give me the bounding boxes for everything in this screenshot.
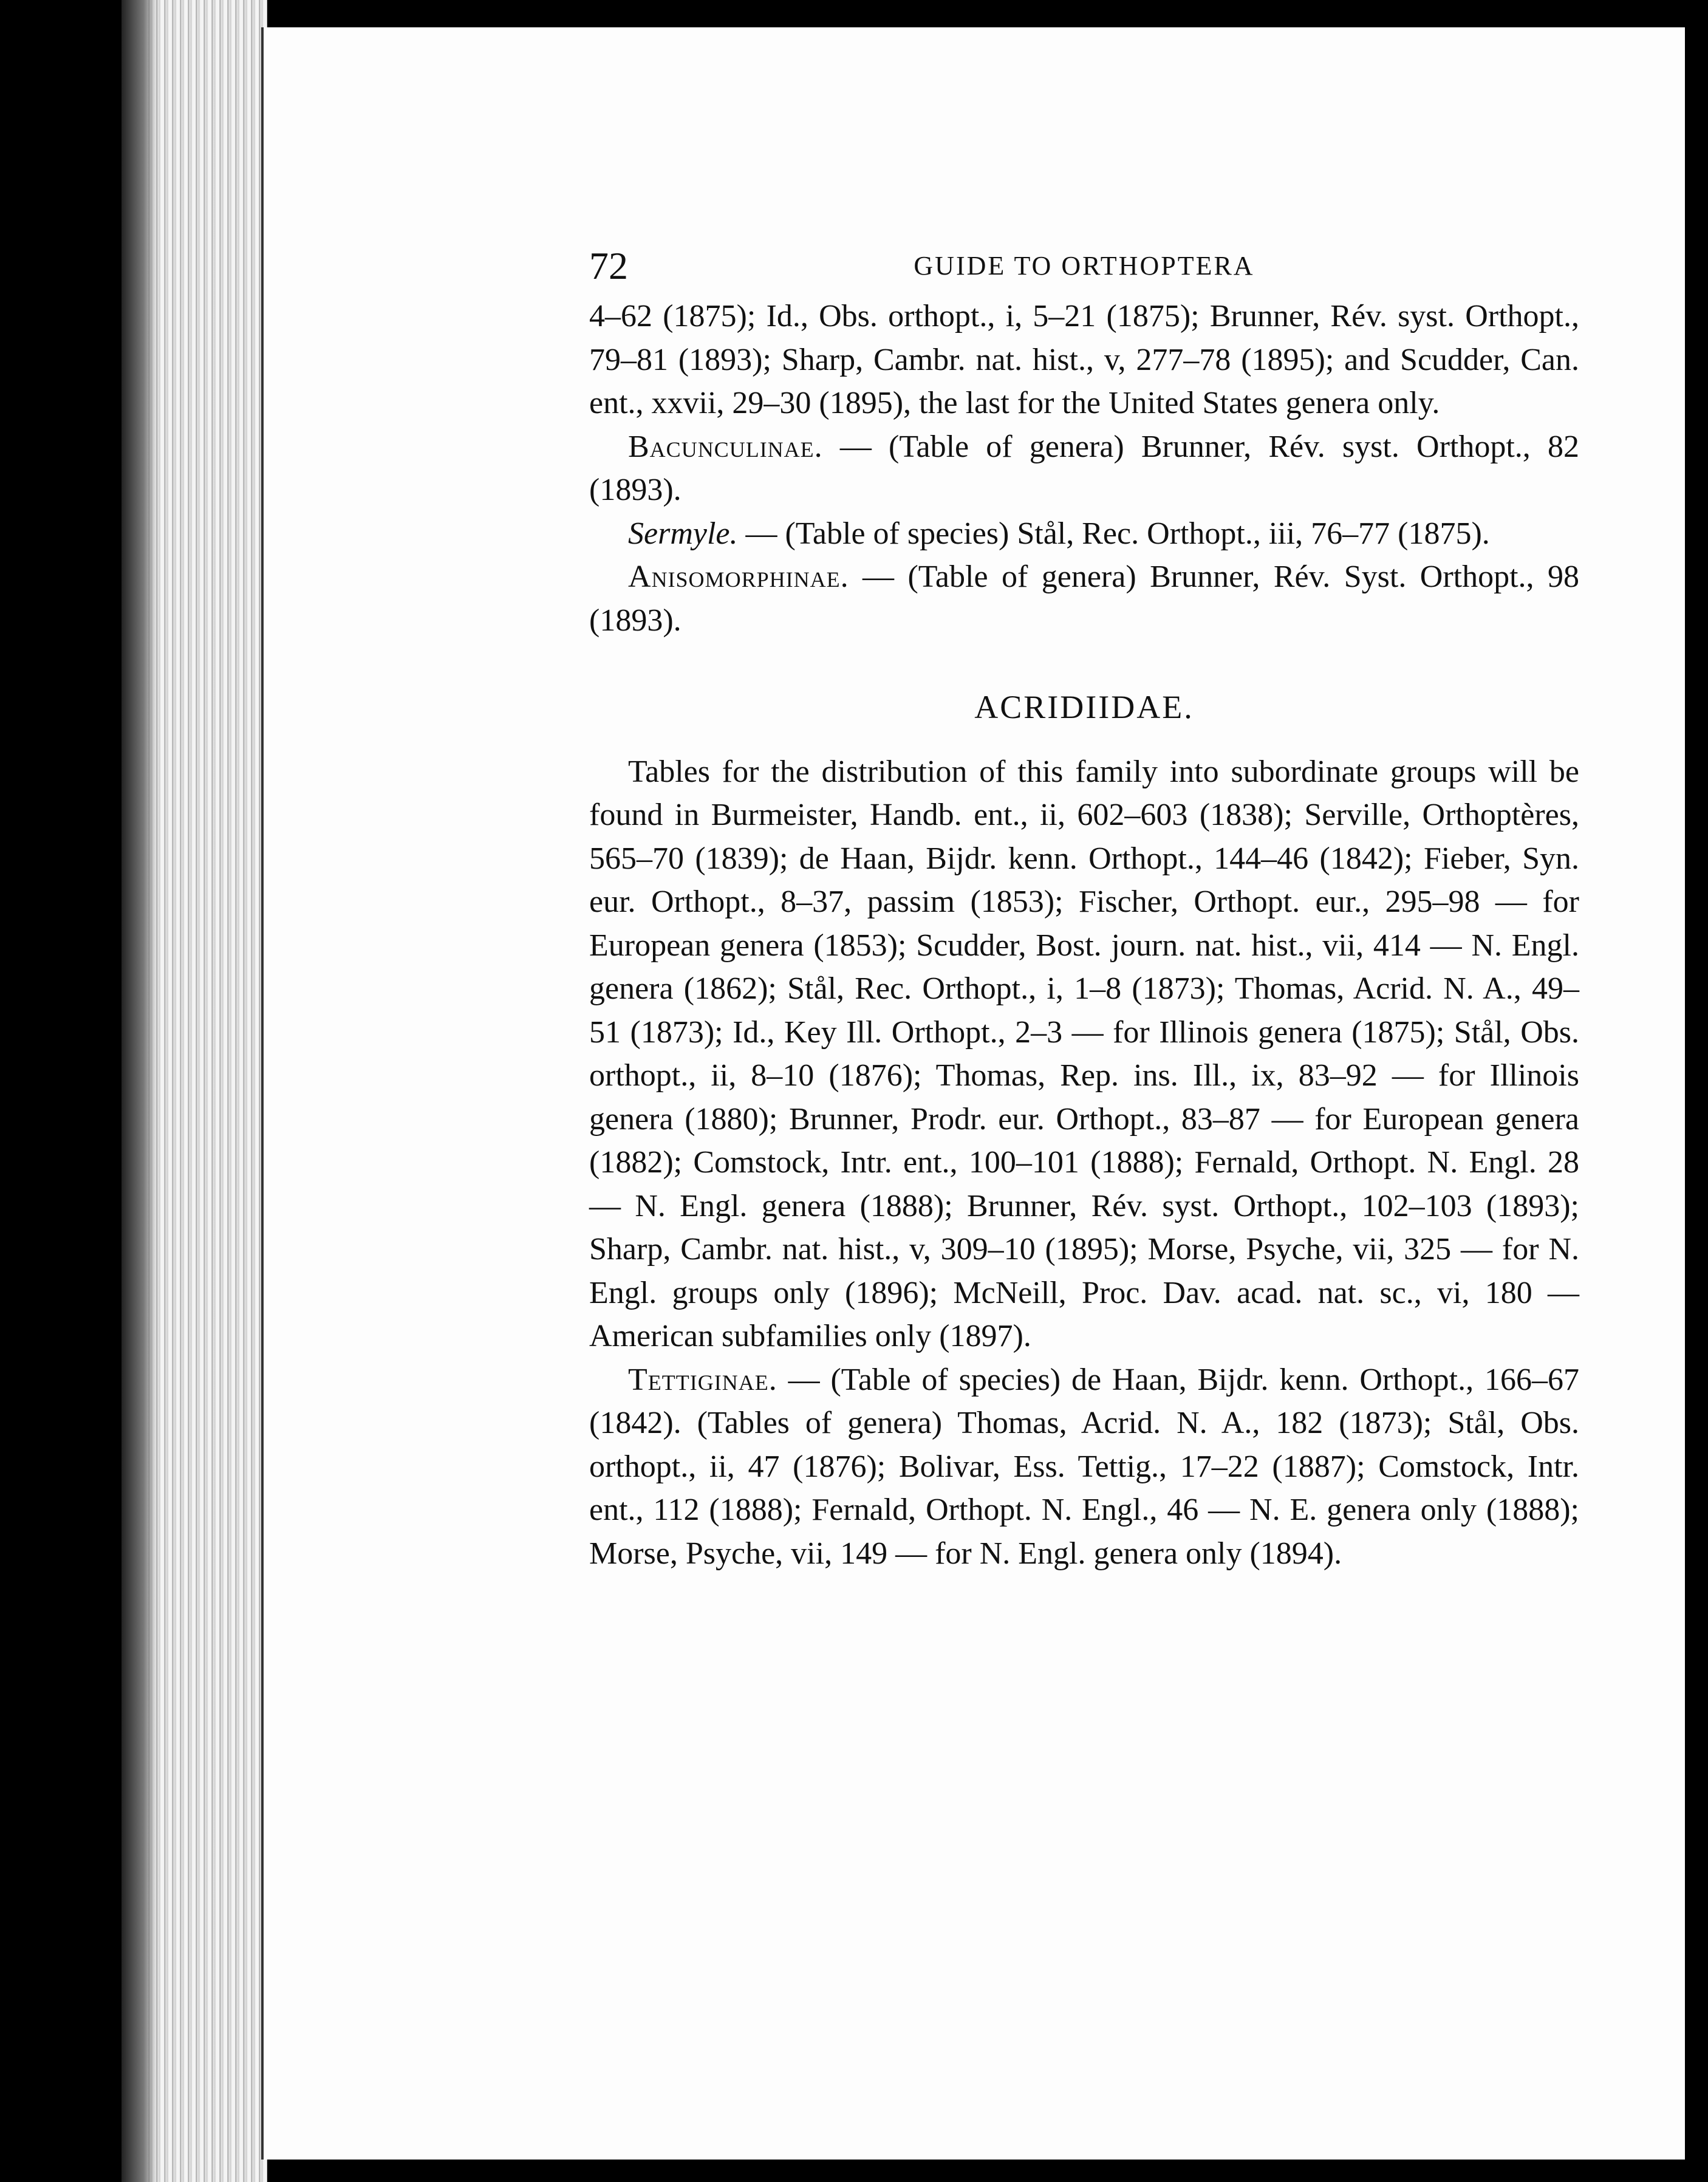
- entry-text: — (Table of species) de Haan, Bijdr. kenn. Orthopt., 166–67 (1842). (Tables of genera) Thomas, Acrid. N. A., 182 (1873); Stål, Obs. orthopt., ii, 47 (1876); Bolivar, Ess. Tettig., 17–22 (1887); Comstock, Intr. ent., 112 (1888); Fernald, Orthopt. N. Engl., 46 — N. E. genera only (1888); Morse, Psyche, vii, 149 — for N. Engl. genera only (1894).: [589, 1362, 1579, 1571]
- page-header: [589, 237, 1579, 295]
- entry-head: Tettiginae.: [628, 1362, 777, 1397]
- entry-tettiginae: [589, 1358, 1579, 1576]
- page-text: [589, 237, 1579, 1575]
- entry-sermyle: [589, 512, 1579, 556]
- entry-head: Sermyle.: [628, 516, 738, 551]
- entry-text: — (Table of genera) Brunner, Rév. Syst. Orthopt., 98 (1893).: [589, 559, 1579, 638]
- entry-head: Bacunculinae.: [628, 429, 823, 464]
- section-intro-paragraph: Tables for the distribution of this family into subordinate groups will be found in Burmeister, Handb. ent., ii, 602–603 (1838); Serville, Orthoptères, 565–70 (1839); de Haan, Bijdr. kenn. Orthopt., 144–46 (1842); Fieber, Syn. eur. Orthopt., 8–37, passim (1853); Fischer, Orthopt. eur., 295–98 — for European genera (1853); Scudder, Bost. journ. nat. hist., vii, 414 — N. Engl. genera (1862); Stål, Rec. Orthopt., i, 1–8 (1873); Thomas, Acrid. N. A., 49–51 (1873); Id., Key Ill. Orthopt., 2–3 — for Illinois genera (1875); Stål, Obs. orthopt., ii, 8–10 (1876); Thomas, Rep. ins. Ill., ix, 83–92 — for Illinois genera (1880); Brunner, Prodr. eur. Orthopt., 83–87 — for European genera (1882); Comstock, Intr. ent., 100–101 (1888); Fernald, Orthopt. N. Engl. 28 — N. Engl. genera (1888); Brunner, Rév. syst. Orthopt., 102–103 (1893); Sharp, Cambr. nat. hist., v, 309–10 (1895); Morse, Psyche, vii, 325 — for N. Engl. groups only (1896); McNeill, Proc. Dav. acad. nat. sc., vi, 180 — American subfamilies only (1897).: [589, 754, 1579, 1353]
- continuation-paragraph: 4–62 (1875); Id., Obs. orthopt., i, 5–21 (1875); Brunner, Rév. syst. Orthopt., 79–81 (1893); Sharp, Cambr. nat. hist., v, 277–78 (1895); and Scudder, Can. ent., xxvii, 29–30 (1895), the last for the United States genera only.: [589, 299, 1579, 420]
- entry-bacunculinae: [589, 425, 1579, 512]
- page-number: 72: [589, 244, 628, 287]
- entry-text: — (Table of genera) Brunner, Rév. syst. Orthopt., 82 (1893).: [589, 429, 1579, 507]
- running-title: GUIDE TO ORTHOPTERA: [914, 251, 1255, 281]
- entry-text: — (Table of species) Stål, Rec. Orthopt., iii, 76–77 (1875).: [737, 516, 1490, 551]
- entry-anisomorphinae: [589, 555, 1579, 642]
- section-title: ACRIDIIDAE.: [974, 689, 1194, 725]
- binding-shadow: [121, 0, 158, 2182]
- entry-head: Anisomorphinae.: [628, 559, 849, 594]
